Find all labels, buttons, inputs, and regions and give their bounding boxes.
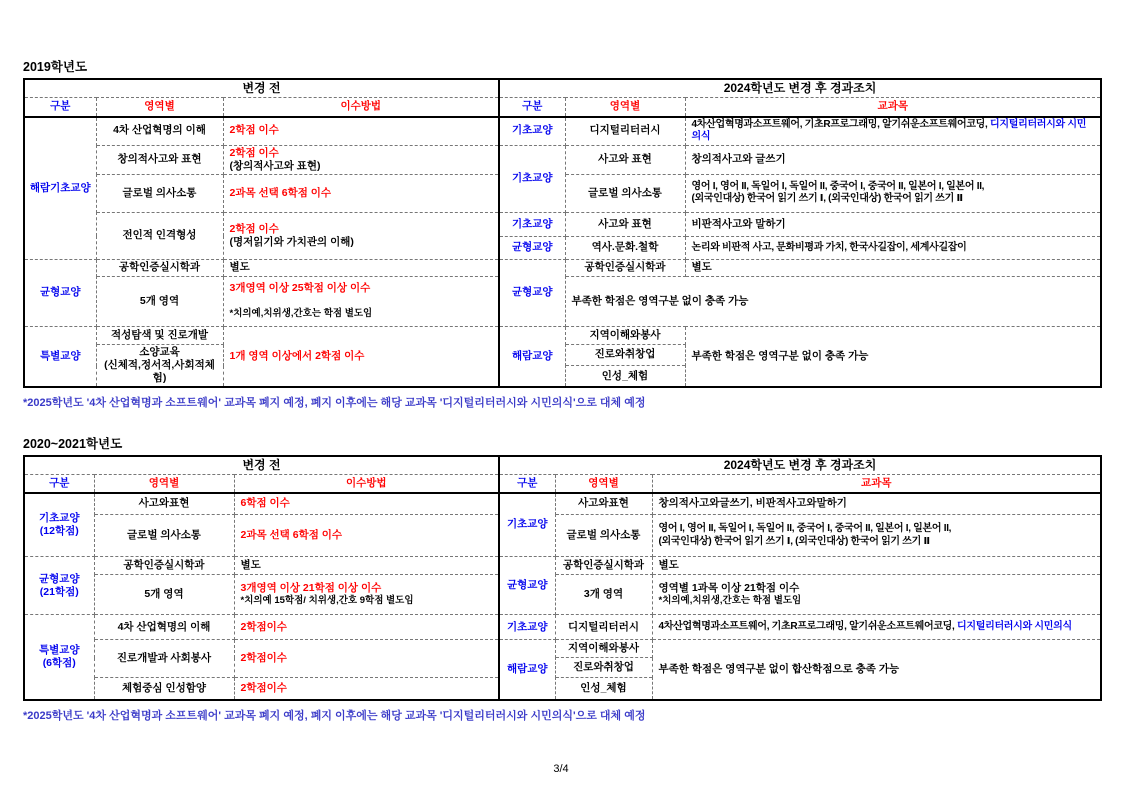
subject-line1: 영어 I, 영어 II, 독일어 I, 독일어 II, 중국어 I, 중국어 II, 일본어 I, 일본어 II, <box>691 180 985 192</box>
header-after: 2024학년도 변경 후 경과조치 <box>499 456 1101 475</box>
method-cell: 2학점이수 <box>234 640 499 678</box>
subject-note: *치의예,치위생,간호는 학점 별도임 <box>658 595 802 607</box>
col-header-method: 이수방법 <box>234 475 499 493</box>
footnote-2020-2021: *2025학년도 '4차 산업혁명과 소프트웨어' 교과목 폐지 예정, 폐지 이후에는 해당 교과목 '디지털리터러시와 시민의식'으로 대체 예정 <box>23 709 646 722</box>
subject-cell: 부족한 학점은 영역구분 없이 충족 가능 <box>685 326 1101 387</box>
group-line2: (6학점) <box>42 656 76 669</box>
area-cell: 5개 영역 <box>96 276 223 326</box>
area-cell: 글로벌 의사소통 <box>555 515 652 557</box>
group-special-6 <box>24 615 94 700</box>
gubun-cell: 기초교양 <box>499 212 565 236</box>
subject-text-blue: 디지털리터러시와 시민의식 <box>691 118 1087 142</box>
subject-cell <box>652 615 1101 640</box>
method-red: 3개영역 이상 21학점 이상 이수 <box>240 582 382 595</box>
subject-line2: (외국인대상) 한국어 읽기 쓰기 Ⅰ, (외국인대상) 한국어 읽기 쓰기 Ⅱ <box>691 193 963 205</box>
col-header-area: 영역별 <box>96 98 223 117</box>
col-header-area: 영역별 <box>555 475 652 493</box>
area-cell: 사고와 표현 <box>565 145 685 174</box>
table-2020-2021 <box>23 455 1102 701</box>
gubun-cell: 기초교양 <box>499 615 555 640</box>
gubun-cell: 해람교양 <box>499 640 555 700</box>
method-red: 2학점 이수 <box>229 146 279 159</box>
table-2019 <box>23 78 1102 388</box>
method-note: *치의예 15학점/ 치위생,간호 9학점 별도임 <box>240 595 414 607</box>
method-cell: 1개 영역 이상에서 2학점 이수 <box>223 326 499 387</box>
area-line1: 소양교육 <box>139 345 180 358</box>
subject-cell <box>685 117 1101 146</box>
method-cell: 2학점 이수 <box>223 117 499 146</box>
method-red: 3개영역 이상 25학점 이상 이수 <box>229 282 371 295</box>
col-header-subject: 교과목 <box>685 98 1101 117</box>
method-note: *치의예,치위생,간호는 학점 별도임 <box>229 308 373 320</box>
group-line1: 기초교양 <box>38 511 80 524</box>
subject-cell <box>652 515 1101 557</box>
area-cell: 역사.문화.철학 <box>565 236 685 259</box>
area-cell <box>96 344 223 387</box>
col-header-area: 영역별 <box>565 98 685 117</box>
gubun-cell: 기초교양 <box>499 145 565 212</box>
col-header-area: 영역별 <box>94 475 234 493</box>
method-red: 2학점 이수 <box>229 222 279 235</box>
area-cell: 글로벌 의사소통 <box>94 515 234 557</box>
subject-cell: 별도 <box>652 557 1101 575</box>
subject-cell: 창의적사고와 글쓰기 <box>685 145 1101 174</box>
group-balance: 균형교양 <box>24 259 96 326</box>
method-black: (명저읽기와 가치관의 이해) <box>229 235 354 248</box>
area-cell: 사고와표현 <box>555 493 652 515</box>
group-line1: 균형교양 <box>38 572 80 585</box>
col-header-gubun: 구분 <box>499 98 565 117</box>
method-cell: 별도 <box>234 557 499 575</box>
area-cell: 글로벌 의사소통 <box>96 174 223 212</box>
col-header-gubun: 구분 <box>24 475 94 493</box>
group-special: 특별교양 <box>24 326 96 387</box>
group-line2: (12학점) <box>39 524 79 537</box>
area-cell: 사고와표현 <box>94 493 234 515</box>
footnote-2019: *2025학년도 '4차 산업혁명과 소프트웨어' 교과목 폐지 예정, 폐지 이후에는 해당 교과목 '디지털리터러시와 시민의식'으로 대체 예정 <box>23 397 646 410</box>
gubun-cell: 기초교양 <box>499 493 555 557</box>
group-haeram-basic: 해람기초교양 <box>24 117 96 260</box>
area-cell: 3개 영역 <box>555 575 652 615</box>
subject-text-blue: 디지털리터러시와 시민의식 <box>957 620 1072 632</box>
area-cell: 전인적 인격형성 <box>96 212 223 259</box>
area-cell: 디지털리터러시 <box>555 615 652 640</box>
header-before: 변경 전 <box>24 79 499 98</box>
group-balance-21 <box>24 557 94 615</box>
gubun-cell: 균형교양 <box>499 259 565 326</box>
method-cell: 2과목 선택 6학점 이수 <box>234 515 499 557</box>
method-cell: 6학점 이수 <box>234 493 499 515</box>
area-cell: 체험중심 인성함양 <box>94 678 234 700</box>
subject-cell: 부족한 학점은 영역구분 없이 합산학점으로 충족 가능 <box>652 640 1101 700</box>
method-cell <box>223 145 499 174</box>
subject-cell <box>652 575 1101 615</box>
subject-text: 4차산업혁명과소프트웨어, 기초R프로그래밍, 알기쉬운소프트웨어코딩, <box>691 118 990 130</box>
area-cell: 창의적사고와 표현 <box>96 145 223 174</box>
area-cell: 사고와 표현 <box>565 212 685 236</box>
method-cell <box>234 575 499 615</box>
gubun-cell: 균형교양 <box>499 557 555 615</box>
area-cell: 공학인증실시학과 <box>555 557 652 575</box>
subject-line2: (외국인대상) 한국어 읽기 쓰기 Ⅰ, (외국인대상) 한국어 읽기 쓰기 Ⅱ <box>658 535 930 547</box>
area-cell: 진로와취창업 <box>555 658 652 678</box>
method-cell <box>223 276 499 326</box>
area-cell: 글로벌 의사소통 <box>565 174 685 212</box>
col-header-subject: 교과목 <box>652 475 1101 493</box>
area-cell: 적성탐색 및 진로개발 <box>96 326 223 344</box>
area-cell: 지역이해와봉사 <box>565 326 685 344</box>
group-basic-12 <box>24 493 94 557</box>
gubun-cell: 균형교양 <box>499 236 565 259</box>
col-header-gubun: 구분 <box>499 475 555 493</box>
area-cell: 인성_체험 <box>565 366 685 387</box>
subject-cell <box>685 174 1101 212</box>
table1-year-title: 2019학년도 <box>23 60 88 74</box>
col-header-method: 이수방법 <box>223 98 499 117</box>
area-cell: 4차 산업혁명의 이해 <box>96 117 223 146</box>
method-cell <box>223 212 499 259</box>
method-black: (창의적사고와 표현) <box>229 159 321 172</box>
header-after: 2024학년도 변경 후 경과조치 <box>499 79 1101 98</box>
merged-note-cell: 부족한 학점은 영역구분 없이 충족 가능 <box>565 276 1101 326</box>
subject-text: 4차산업혁명과소프트웨어, 기초R프로그래밍, 알기쉬운소프트웨어코딩, <box>658 620 957 632</box>
area-cell: 4차 산업혁명의 이해 <box>94 615 234 640</box>
header-before: 변경 전 <box>24 456 499 475</box>
area-line2: (신체적,정서적,사회적체험) <box>104 358 215 384</box>
page-number: 3/4 <box>553 763 569 775</box>
subject-cell: 비판적사고와 말하기 <box>685 212 1101 236</box>
area-cell: 인성_체험 <box>555 678 652 700</box>
method-cell: 2학점이수 <box>234 615 499 640</box>
subject-cell: 논리와 비판적 사고, 문화비평과 가치, 한국사길잡이, 세계사길잡이 <box>685 236 1101 259</box>
area-cell: 지역이해와봉사 <box>555 640 652 658</box>
method-cell: 2학점이수 <box>234 678 499 700</box>
gubun-cell: 기초교양 <box>499 117 565 146</box>
table2-year-title: 2020~2021학년도 <box>23 437 123 452</box>
group-line2: (21학점) <box>39 585 79 598</box>
area-cell: 5개 영역 <box>94 575 234 615</box>
area-cell: 진로와취창업 <box>565 344 685 365</box>
subject-cell: 별도 <box>685 259 1101 276</box>
area-cell: 공학인증실시학과 <box>565 259 685 276</box>
area-cell: 공학인증실시학과 <box>96 259 223 276</box>
gubun-cell: 해람교양 <box>499 326 565 387</box>
subject-line1: 영역별 1과목 이상 21학점 이수 <box>658 582 800 595</box>
subject-line1: 영어 I, 영어 II, 독일어 I, 독일어 II, 중국어 I, 중국어 II, 일본어 I, 일본어 II, <box>658 523 952 535</box>
method-cell: 2과목 선택 6학점 이수 <box>223 174 499 212</box>
area-cell: 디지털리터러시 <box>565 117 685 146</box>
area-cell: 공학인증실시학과 <box>94 557 234 575</box>
group-line1: 특별교양 <box>38 643 80 656</box>
area-cell: 진로개발과 사회봉사 <box>94 640 234 678</box>
subject-cell: 창의적사고와글쓰기, 비판적사고와말하기 <box>652 493 1101 515</box>
col-header-gubun: 구분 <box>24 98 96 117</box>
method-cell: 별도 <box>223 259 499 276</box>
